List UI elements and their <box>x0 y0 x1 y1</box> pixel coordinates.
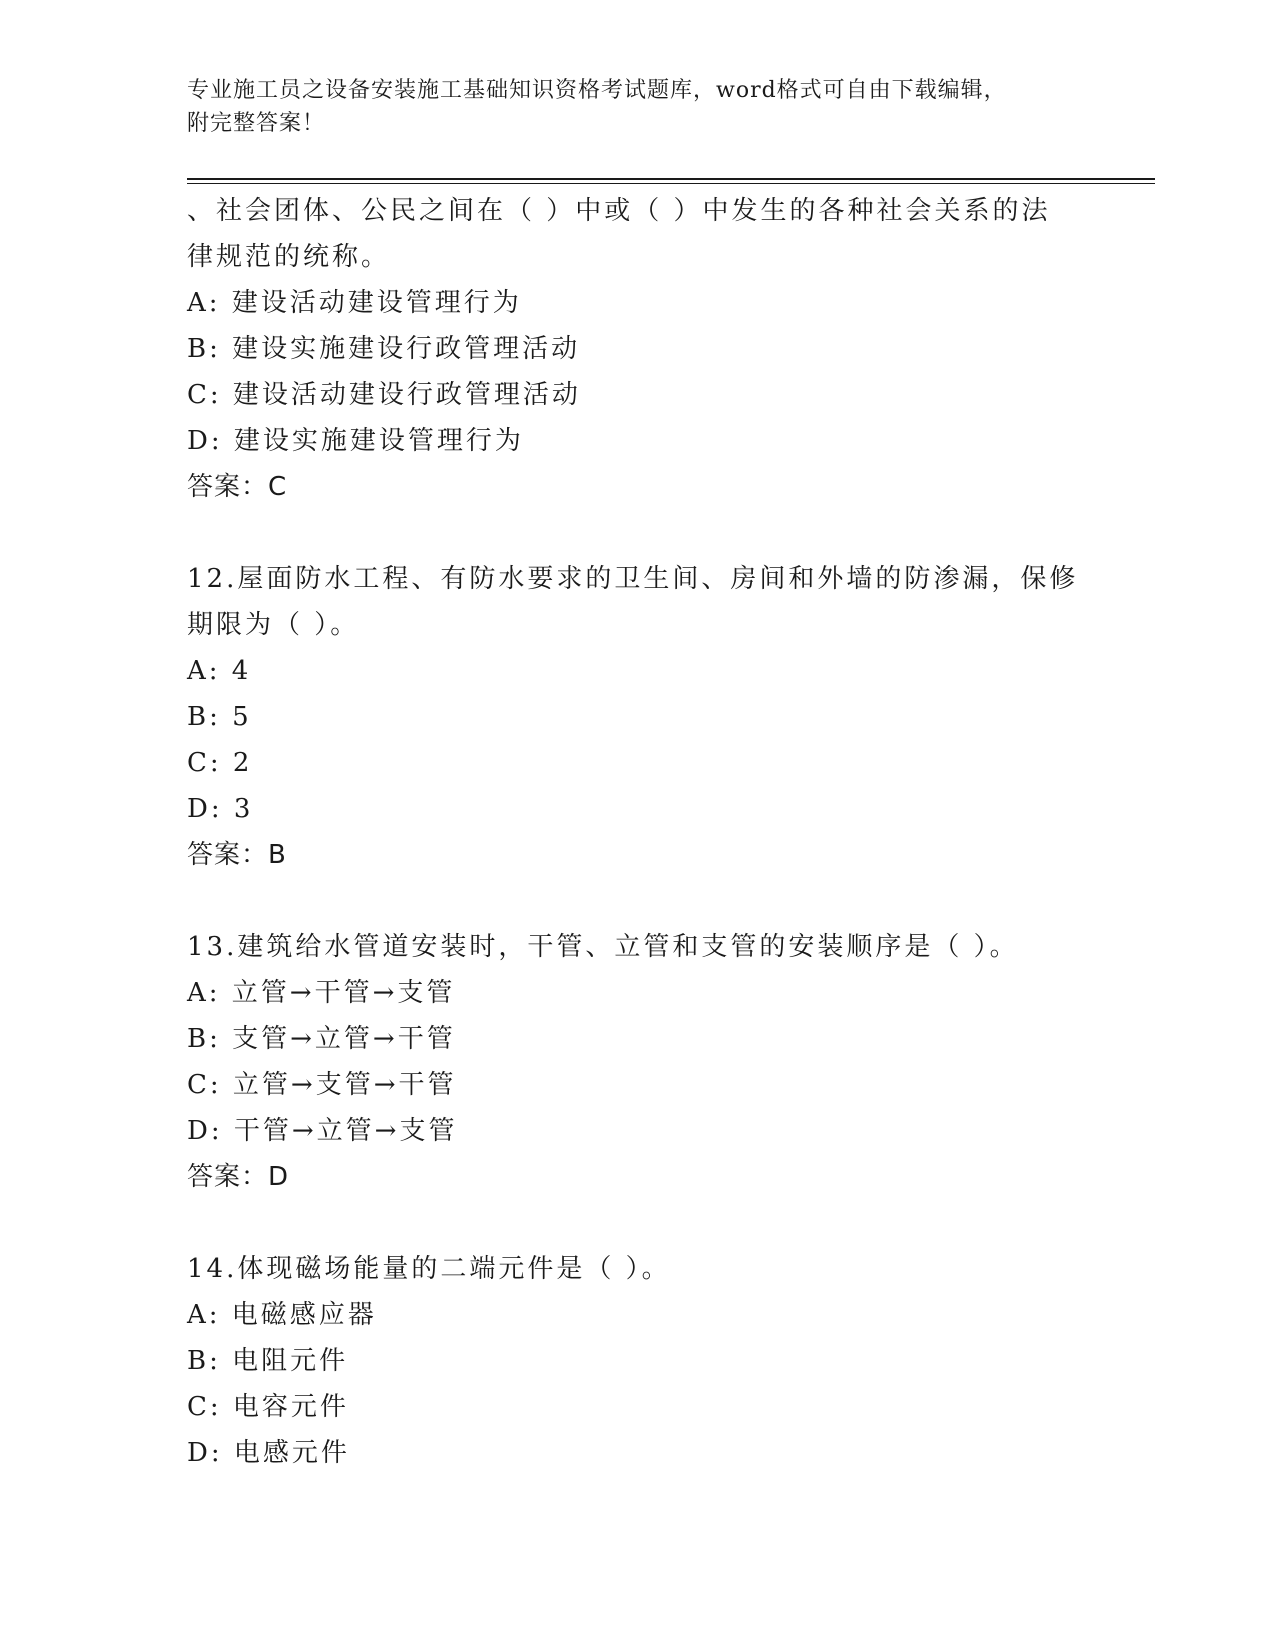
option-b: B: 电阻元件 <box>187 1346 349 1376</box>
option-b: B: 5 <box>187 702 252 732</box>
question-stem-line: 12.屋面防水工程、有防水要求的卫生间、房间和外墙的防渗漏，保修 <box>187 564 1079 594</box>
question-list <box>187 188 1127 1476</box>
document-header <box>187 74 1067 140</box>
option-c: C: 立管→支管→干管 <box>187 1070 457 1100</box>
option-a: A: 立管→干管→支管 <box>187 978 456 1008</box>
header-divider-thick <box>187 178 1155 180</box>
question-spacer <box>187 1200 1127 1246</box>
option-c: C: 电容元件 <box>187 1392 349 1422</box>
option-d: D: 3 <box>187 794 254 824</box>
option-a: A: 建设活动建设管理行为 <box>187 288 522 318</box>
question-14 <box>187 1246 1127 1476</box>
option-a: A: 4 <box>187 656 252 686</box>
option-c: C: 2 <box>187 748 253 778</box>
question-13 <box>187 924 1127 1200</box>
question-stem-line: 期限为（ ）。 <box>187 610 360 640</box>
question-stem-line: 律规范的统称。 <box>187 242 391 272</box>
answer-line: 答案：B <box>187 840 287 870</box>
question-stem-line: 14.体现磁场能量的二端元件是（ ）。 <box>187 1254 671 1284</box>
question-stem-line: 、社会团体、公民之间在（ ）中或（ ）中发生的各种社会关系的法 <box>187 196 1051 226</box>
option-c: C: 建设活动建设行政管理活动 <box>187 380 581 410</box>
answer-line: 答案：D <box>187 1162 290 1192</box>
option-b: B: 支管→立管→干管 <box>187 1024 456 1054</box>
answer-line: 答案：C <box>187 472 288 502</box>
question-stem-line: 13.建筑给水管道安装时，干管、立管和支管的安装顺序是（ ）。 <box>187 932 1019 962</box>
header-line-1: 专业施工员之设备安装施工基础知识资格考试题库，word格式可自由下载编辑， <box>187 78 1007 103</box>
option-d: D: 建设实施建设管理行为 <box>187 426 524 456</box>
header-divider-thin <box>187 183 1155 184</box>
option-d: D: 干管→立管→支管 <box>187 1116 458 1146</box>
option-b: B: 建设实施建设行政管理活动 <box>187 334 581 364</box>
question-11 <box>187 188 1127 510</box>
option-a: A: 电磁感应器 <box>187 1300 377 1330</box>
question-spacer <box>187 878 1127 924</box>
header-line-2: 附完整答案！ <box>187 111 326 136</box>
question-12 <box>187 556 1127 878</box>
option-d: D: 电感元件 <box>187 1438 350 1468</box>
question-spacer <box>187 510 1127 556</box>
